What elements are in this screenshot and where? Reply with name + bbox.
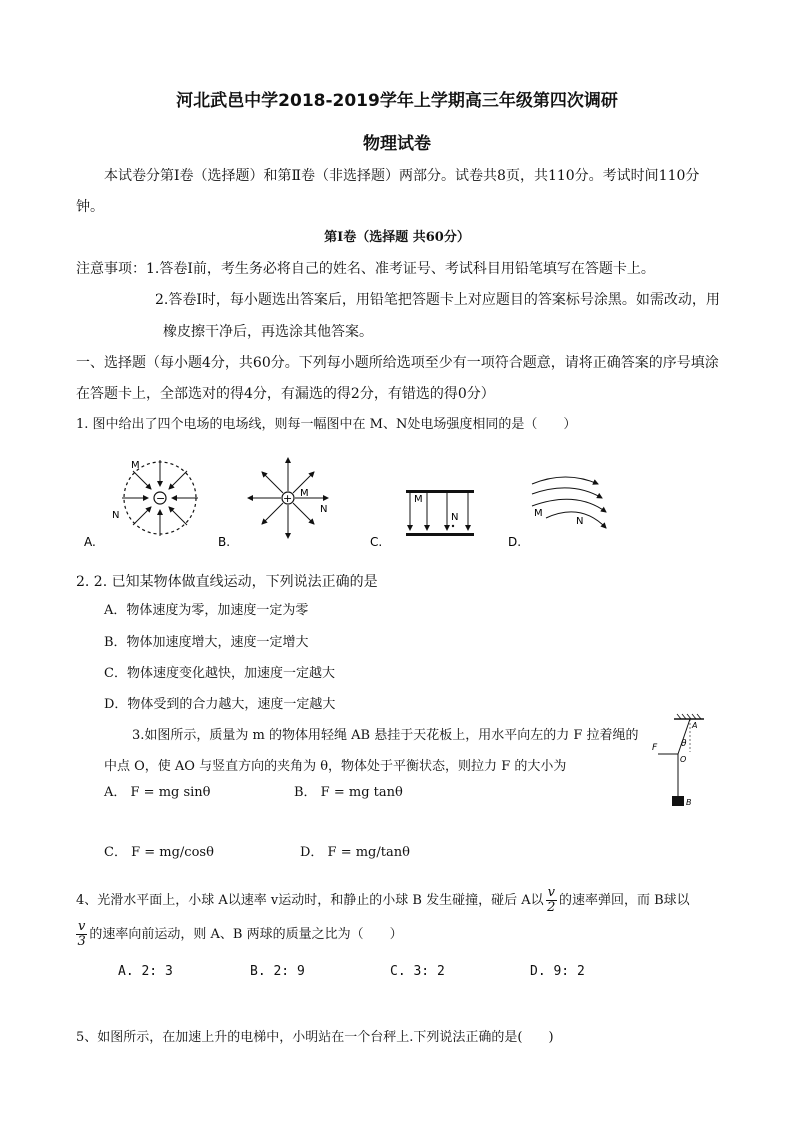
label-m: M [131, 460, 140, 471]
label-n: N [576, 516, 584, 527]
q2-option-b: B．物体加速度增大，速度一定增大 [104, 635, 309, 650]
force-f-label: F [652, 743, 658, 753]
fraction-v-over-3: $\frac{v}{3}$ [77, 919, 86, 949]
label-n: N [320, 504, 328, 515]
q1-figure-c [370, 490, 474, 549]
label-m: M [414, 494, 423, 505]
q4-option-c: C. 3: 2 [390, 964, 445, 979]
plus-charge-label: + [283, 492, 293, 505]
option-c-label: C. [370, 535, 383, 549]
q4-stem-line-1 [76, 886, 690, 915]
q2-option-a: A．物体速度为零，加速度一定为零 [104, 603, 309, 618]
option-b-label: B. [218, 535, 231, 549]
q3-figure [644, 712, 716, 810]
q3-stem-line-1: 3.如图所示，质量为 m 的物体用轻绳 AB 悬挂于天花板上，用水平向左的力 F 拉着绳的 [132, 728, 639, 743]
section-title: 第Ⅰ卷（选择题 共60分） [324, 230, 470, 245]
q4-stem-part-3: 的速率向前运动，则 A、B 两球的质量之比为（ ） [89, 927, 403, 942]
minus-charge-label: − [156, 492, 166, 505]
point-o-label: O [680, 755, 687, 764]
q1-stem: 1. 图中给出了四个电场的电场线，则每一幅图中在 M、N处电场强度相同的是（ ） [76, 417, 577, 432]
q2-option-c: C．物体速度变化越快，加速度一定越大 [104, 666, 335, 681]
part1-line-2: 在答题卡上，全部选对的得4分，有漏选的得2分，有错选的得0分） [76, 386, 495, 402]
label-n: N [451, 512, 459, 523]
label-n: N [112, 510, 120, 521]
part1-line-1: 一、选择题（每小题4分，共60分。下列每小题所给选项至少有一项符合题意，请将正确答案的序号填涂 [76, 355, 719, 371]
q4-stem-part-2: 的速率弹回，而 B球以 [558, 893, 690, 908]
q1-field-figures [76, 446, 616, 550]
page-subtitle: 物理试卷 [363, 134, 431, 154]
q2-stem: 2. 2. 已知某物体做直线运动，下列说法正确的是 [76, 574, 378, 590]
q3-option-b: B． F = mg tanθ [294, 785, 403, 800]
q2-option-d: D．物体受到的合力越大，速度一定越大 [104, 697, 336, 712]
q3-option-a: A． F = mg sinθ [104, 785, 211, 800]
q1-figure-d [532, 477, 606, 528]
q3-option-d: D． F = mg/tanθ [300, 845, 410, 860]
point-a-label: A [692, 721, 698, 730]
q4-stem-line-2 [76, 920, 403, 949]
option-a-label: A. [84, 535, 96, 549]
q3-option-c: C． F = mg/cosθ [104, 845, 214, 860]
intro-line-1: 本试卷分第Ⅰ卷（选择题）和第Ⅱ卷（非选择题）两部分。试卷共8页，共110分。考试时间110分 [104, 168, 700, 184]
notes-line-2: 2.答卷Ⅰ时，每小题选出答案后，用铅笔把答题卡上对应题目的答案标号涂黑。如需改动，用 [155, 292, 720, 308]
q1-figure-b [218, 458, 328, 549]
q4-option-a: A. 2: 3 [118, 964, 173, 979]
theta-label: θ [681, 739, 687, 749]
intro-line-2: 钟。 [76, 199, 104, 215]
notes-line-1: 注意事项：1.答卷Ⅰ前，考生务必将自己的姓名、准考证号、考试科目用铅笔填写在答题卡上。 [76, 261, 655, 277]
q3-stem-line-2: 中点 O，使 AO 与竖直方向的夹角为 θ，物体处于平衡状态，则拉力 F 的大小为 [104, 759, 567, 774]
label-m: M [300, 488, 309, 499]
notes-line-3: 橡皮擦干净后，再选涂其他答案。 [163, 324, 373, 340]
q1-figure-a [84, 460, 198, 549]
fraction-v-over-2: $\frac{v}{2}$ [547, 885, 556, 915]
point-b-label: B [686, 798, 692, 807]
q4-option-d: D. 9: 2 [530, 964, 585, 979]
option-d-label: D. [508, 535, 522, 549]
q5-stem: 5、如图所示，在加速上升的电梯中，小明站在一个台秤上.下列说法正确的是( ) [76, 1030, 554, 1045]
label-m: M [534, 508, 543, 519]
q4-stem-part-1: 4、光滑水平面上，小球 A以速率 v运动时，和静止的小球 B 发生碰撞，碰后 A以 [76, 893, 544, 908]
page-title: 河北武邑中学2018-2019学年上学期高三年级第四次调研 [176, 91, 618, 111]
q4-option-b: B. 2: 9 [250, 964, 305, 979]
